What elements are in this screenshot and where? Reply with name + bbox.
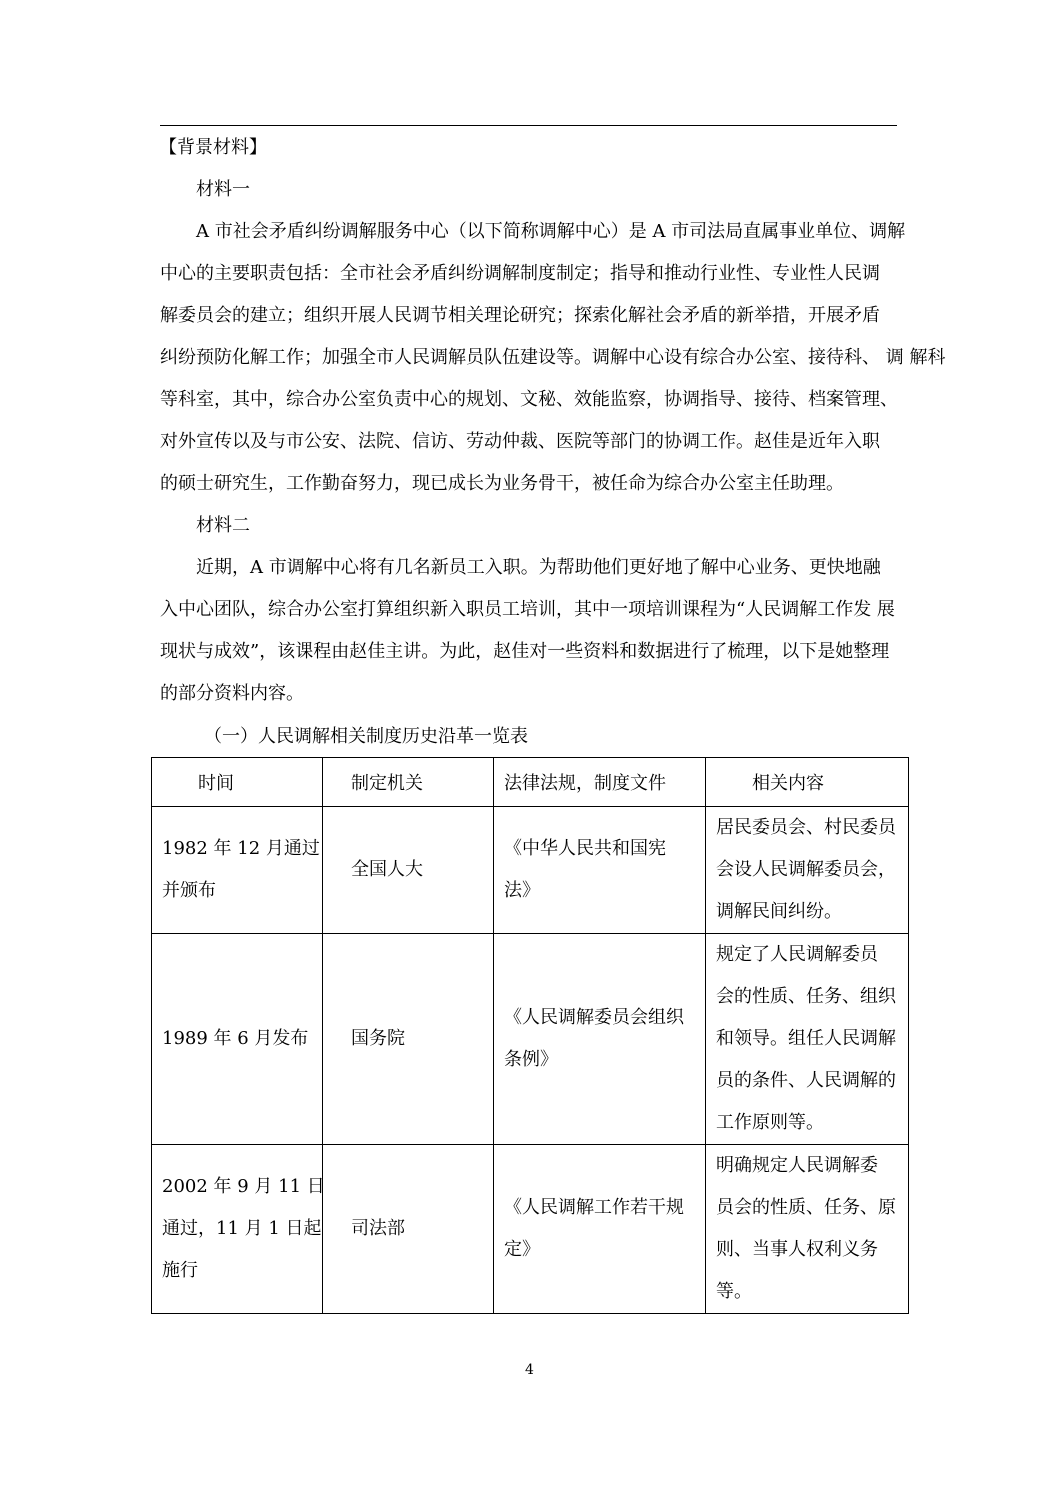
material-two-paragraph — [160, 547, 900, 715]
cell-line: 《人民调解工作若干规 — [504, 1197, 684, 1218]
cell-line: 2002 年 9 月 11 日 — [162, 1176, 325, 1197]
cell-agency — [323, 934, 494, 1145]
cell-line: 全国人大 — [351, 859, 423, 880]
paragraph-line: 纠纷预防化解工作；加强全市人民调解员队伍建设等。调解中心设有综合办公室、接待科、 调 解科 — [160, 347, 946, 368]
material-one-label: 材料一 — [196, 179, 250, 200]
cell-line: 定》 — [504, 1239, 540, 1260]
header-agency: 制定机关 — [323, 758, 494, 807]
cell-line: 《人民调解委员会组织 — [504, 1007, 684, 1028]
cell-document — [494, 934, 706, 1145]
cell-line: 员会的性质、任务、原 — [716, 1197, 896, 1218]
paragraph-line: 等科室，其中，综合办公室负责中心的规划、文秘、效能监察，协调指导、接待、档案管理、 — [160, 389, 898, 410]
header-document: 法律法规，制度文件 — [494, 758, 706, 807]
paragraph-line: 入中心团队，综合办公室打算组织新入职员工培训，其中一项培训课程为“人民调解工作发 展 — [160, 599, 895, 620]
paragraph-line: 解委员会的建立；组织开展人民调节相关理论研究；探索化解社会矛盾的新举措，开展矛盾 — [160, 305, 880, 326]
cell-line: 和领导。组任人民调解 — [716, 1028, 896, 1049]
cell-agency — [323, 807, 494, 934]
table-row — [152, 807, 909, 934]
table-header-row — [152, 758, 909, 807]
history-table — [151, 757, 909, 1314]
paragraph-line: 的部分资料内容。 — [160, 683, 304, 704]
cell-line: 居民委员会、村民委员 — [716, 817, 896, 838]
paragraph-line: 近期，A 市调解中心将有几名新员工入职。为帮助他们更好地了解中心业务、更快地融 — [196, 557, 881, 578]
cell-line: 等。 — [716, 1281, 752, 1302]
cell-line: 工作原则等。 — [716, 1112, 824, 1133]
paragraph-line: A 市社会矛盾纠纷调解服务中心（以下简称调解中心）是 A 市司法局直属事业单位、调解 — [196, 221, 906, 242]
cell-line: 司法部 — [351, 1218, 405, 1239]
paragraph-line: 现状与成效”，该课程由赵佳主讲。为此，赵佳对一些资料和数据进行了梳理，以下是她整理 — [160, 641, 890, 662]
cell-time — [152, 1145, 323, 1314]
page-number: 4 — [525, 1362, 534, 1378]
cell-line: 会的性质、任务、组织 — [716, 986, 896, 1007]
paragraph-line: 的硕士研究生，工作勤奋努力，现已成长为业务骨干，被任命为综合办公室主任助理。 — [160, 473, 844, 494]
material-two-label: 材料二 — [196, 515, 250, 536]
table-caption: （一）人民调解相关制度历史沿革一览表 — [204, 726, 528, 747]
cell-content — [706, 934, 909, 1145]
header-rule — [160, 125, 897, 126]
cell-line: 通过，11 月 1 日起 — [162, 1218, 322, 1239]
header-content: 相关内容 — [706, 758, 909, 807]
cell-line: 员的条件、人民调解的 — [716, 1070, 896, 1091]
table-row — [152, 934, 909, 1145]
paragraph-line: 对外宣传以及与市公安、法院、信访、劳动仲裁、医院等部门的协调工作。赵佳是近年入职 — [160, 431, 880, 452]
cell-line: 1989 年 6 月发布 — [162, 1028, 309, 1049]
cell-line: 施行 — [162, 1260, 198, 1281]
cell-content — [706, 807, 909, 934]
cell-line: 《中华人民共和国宪 — [504, 838, 666, 859]
cell-line: 条例》 — [504, 1049, 558, 1070]
cell-line: 并颁布 — [162, 880, 216, 901]
material-one-paragraph — [160, 211, 946, 505]
cell-line: 规定了人民调解委员 — [716, 944, 878, 965]
paragraph-line: 中心的主要职责包括：全市社会矛盾纠纷调解制度制定；指导和推动行业性、专业性人民调 — [160, 263, 880, 284]
cell-line: 明确规定人民调解委 — [716, 1155, 878, 1176]
cell-line: 法》 — [504, 880, 540, 901]
cell-line: 调解民间纠纷。 — [716, 901, 842, 922]
section-heading: 【背景材料】 — [159, 137, 267, 158]
cell-line: 则、当事人权利义务 — [716, 1239, 878, 1260]
cell-document — [494, 1145, 706, 1314]
cell-time — [152, 807, 323, 934]
cell-line: 会设人民调解委员会， — [716, 859, 896, 880]
cell-document — [494, 807, 706, 934]
header-time: 时间 — [152, 758, 323, 807]
cell-content — [706, 1145, 909, 1314]
cell-line: 国务院 — [351, 1028, 405, 1049]
cell-agency — [323, 1145, 494, 1314]
table-row — [152, 1145, 909, 1314]
cell-line: 1982 年 12 月通过 — [162, 838, 320, 859]
cell-time — [152, 934, 323, 1145]
